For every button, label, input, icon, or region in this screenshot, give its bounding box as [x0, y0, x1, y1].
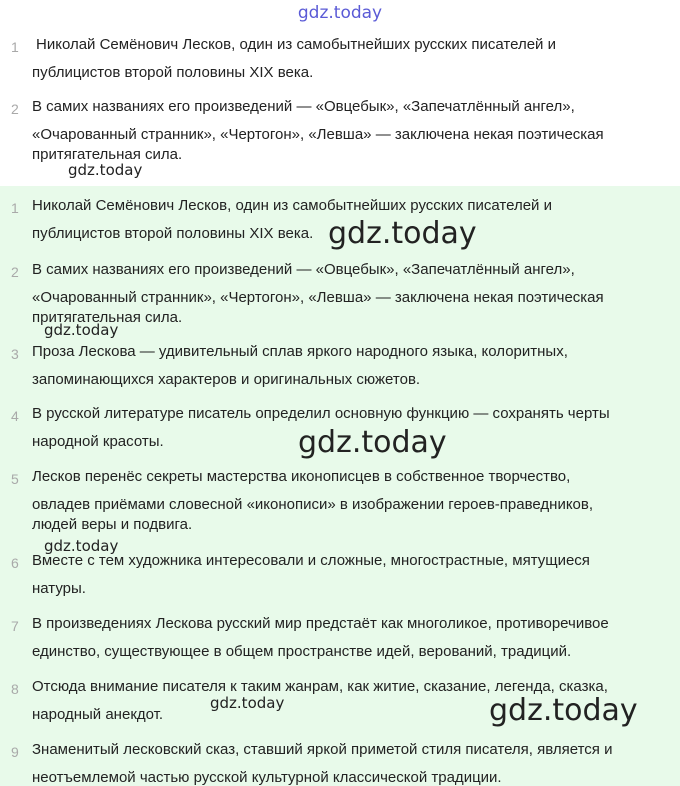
watermark: gdz.today — [44, 321, 119, 339]
sentence-line: «Очарованный странник», «Чертогон», «Левша» — заключена некая поэтическая — [32, 126, 604, 143]
sentence-number: 4 — [11, 408, 19, 424]
sentence-line: Знаменитый лесковский сказ, ставший яркой приметой стиля писателя, является и — [32, 741, 613, 758]
sentence-line: В самих названиях его произведений — «Овцебык», «Запечатлённый ангел», — [32, 98, 575, 115]
sentence-line: «Очарованный странник», «Чертогон», «Левша» — заключена некая поэтическая — [32, 289, 604, 306]
sentence-number: 7 — [11, 618, 19, 634]
sentence-line: запоминающихся характеров и оригинальных сюжетов. — [32, 371, 421, 388]
watermark: gdz.today — [210, 694, 285, 712]
sentence-line: притягательная сила. — [32, 309, 183, 326]
watermark: gdz.today — [68, 161, 143, 179]
sentence-line: Николай Семёнович Лесков, один из самобытнейших русских писателей и — [32, 197, 552, 214]
sentence-line: людей веры и подвига. — [32, 516, 193, 533]
sentence-number: 8 — [11, 681, 19, 697]
sentence-line: неотъемлемой частью русской культурной классической традиции. — [32, 769, 502, 786]
sentence-line: В русской литературе писатель определил основную функцию — сохранять черты — [32, 405, 610, 422]
sentence-number: 1 — [11, 39, 19, 55]
sentence-line: Лесков перенёс секреты мастерства иконописцев в собственное творчество, — [32, 468, 571, 485]
sentence-line: Вместе с тем художника интересовали и сложные, многострастные, мятущиеся — [32, 552, 590, 569]
sentence-number: 3 — [11, 346, 19, 362]
sentence-number: 5 — [11, 471, 19, 487]
sentence-line: натуры. — [32, 580, 86, 597]
sentence-number: 6 — [11, 555, 19, 571]
sentence-line: публицистов второй половины XIX века. — [32, 225, 314, 242]
sentence-line: Проза Лескова — удивительный сплав яркого народного языка, колоритных, — [32, 343, 568, 360]
sentence-line: народной красоты. — [32, 433, 164, 450]
sentence-number: 2 — [11, 101, 19, 117]
sentence-line: народный анекдот. — [32, 706, 164, 723]
watermark: gdz.today — [489, 693, 638, 728]
sentence-line: овладев приёмами словесной «иконописи» в изображении героев-праведников, — [32, 496, 594, 513]
site-brand: gdz.today — [297, 3, 383, 23]
sentence-line: единство, существующее в общем пространстве идей, верований, традиций. — [32, 643, 572, 660]
watermark: gdz.today — [298, 425, 447, 460]
sentence-number: 9 — [11, 744, 19, 760]
sentence-number: 1 — [11, 200, 19, 216]
sentence-line: притягательная сила. — [32, 146, 183, 163]
sentence-line: В самих названиях его произведений — «Овцебык», «Запечатлённый ангел», — [32, 261, 575, 278]
watermark: gdz.today — [328, 216, 477, 251]
sentence-number: 2 — [11, 264, 19, 280]
watermark: gdz.today — [44, 537, 119, 555]
sentence-line: Николай Семёнович Лесков, один из самобытнейших русских писателей и — [36, 36, 556, 53]
sentence-line: Отсюда внимание писателя к таким жанрам, как житие, сказание, легенда, сказка, — [32, 678, 608, 695]
sentence-line: В произведениях Лескова русский мир предстаёт как многоликое, противоречивое — [32, 615, 609, 632]
sentence-line: публицистов второй половины XIX века. — [32, 64, 314, 81]
